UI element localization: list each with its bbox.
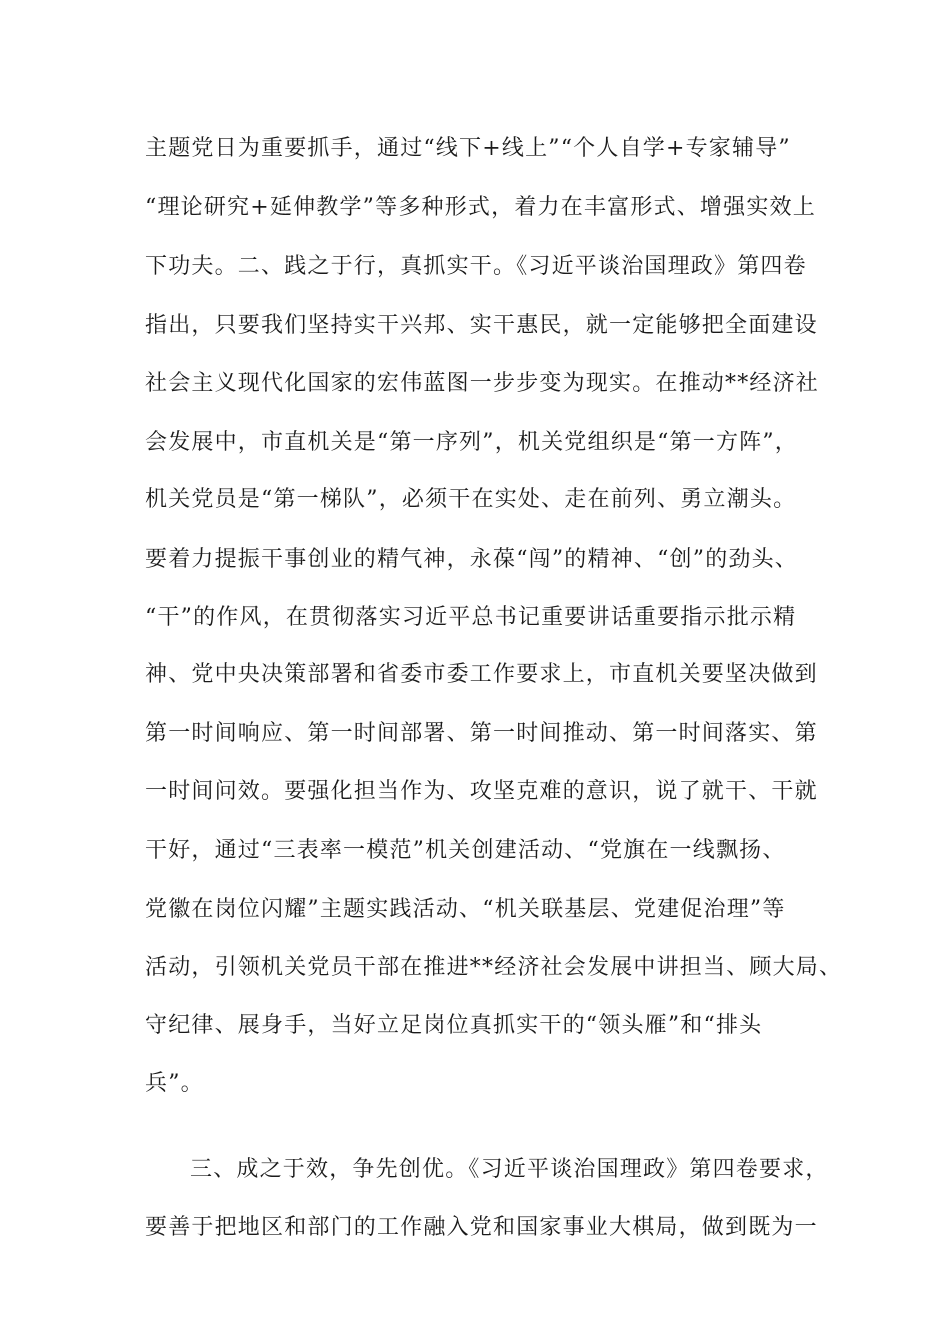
- text-line: 活动，引领机关党员干部在推进**经济社会发展中讲担当、顾大局、: [145, 955, 843, 980]
- text-line: “干”的作风，在贯彻落实习近平总书记重要讲话重要指示批示精: [145, 605, 797, 630]
- text-line: 社会主义现代化国家的宏伟蓝图一步步变为现实。在推动**经济社: [145, 371, 820, 396]
- text-line: 第一时间响应、第一时间部署、第一时间推动、第一时间落实、第: [145, 721, 818, 746]
- text-line: 三、成之于效，争先创优。《习近平谈治国理政》第四卷要求，: [190, 1157, 829, 1182]
- text-line: 机关党员是“第一梯队”，必须干在实处、走在前列、勇立潮头。: [145, 487, 797, 512]
- text-line: 要善于把地区和部门的工作融入党和国家事业大棋局，做到既为一: [145, 1215, 818, 1240]
- text-line: 要着力提振干事创业的精气神，永葆“闯”的精神、“创”的劲头、: [145, 547, 798, 572]
- text-line: 神、党中央决策部署和省委市委工作要求上，市直机关要坚决做到: [145, 662, 818, 687]
- text-line: 兵”。: [145, 1071, 204, 1096]
- text-line: 指出，只要我们坚持实干兴邦、实干惠民，就一定能够把全面建设: [145, 313, 818, 338]
- text-line: 干好，通过“三表率一模范”机关创建活动、“党旗在一线飘扬、: [145, 838, 786, 863]
- text-line: 守纪律、展身手，当好立足岗位真抓实干的“领头雁”和“排头: [145, 1013, 763, 1038]
- text-line: “理论研究+延伸教学”等多种形式，着力在丰富形式、增强实效上: [145, 195, 816, 220]
- text-line: 党徽在岗位闪耀”主题实践活动、“机关联基层、党建促治理”等: [145, 897, 786, 922]
- text-line: 会发展中，市直机关是“第一序列”，机关党组织是“第一方阵”，: [145, 430, 798, 455]
- text-line: 主题党日为重要抓手，通过“线下+线上”“个人自学+专家辅导”: [145, 136, 791, 161]
- text-line: 一时间问效。要强化担当作为、攻坚克难的意识，说了就干、干就: [145, 779, 818, 804]
- text-line: 下功夫。二、践之于行，真抓实干。《习近平谈治国理政》第四卷: [145, 254, 807, 279]
